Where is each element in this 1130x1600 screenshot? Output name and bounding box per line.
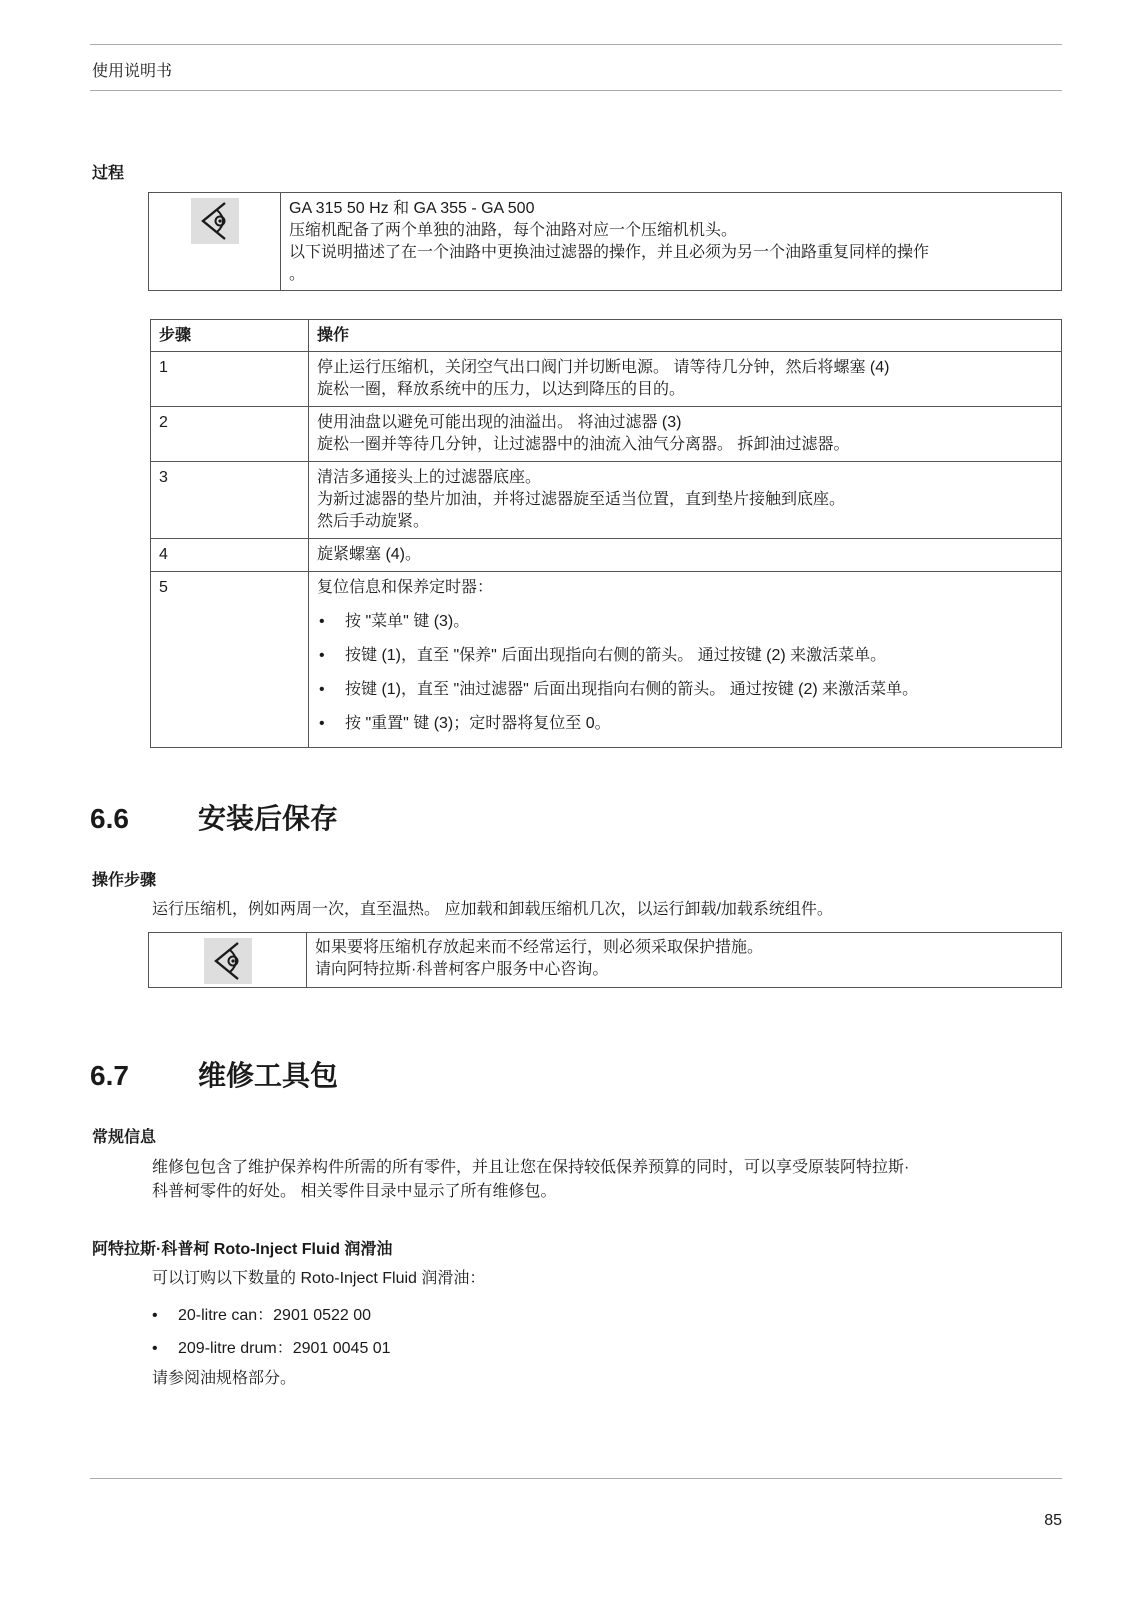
list-item: • 20-litre can：2901 0522 00 [152,1307,372,1324]
list-item-text: 20-litre can：2901 0522 00 [178,1307,372,1324]
header-step: 步骤 [151,320,309,352]
step-number: 4 [151,539,309,572]
section-title: 维修工具包 [198,1060,339,1091]
operation-steps-label: 操作步骤 [92,872,157,889]
section-title: 安装后保存 [198,803,339,834]
list-item: • 209-litre drum：2901 0045 01 [152,1340,391,1357]
lubricant-intro: 可以订购以下数量的 Roto-Inject Fluid 润滑油： [152,1270,486,1287]
lubricant-label: 阿特拉斯·科普柯 Roto-Inject Fluid 润滑油 [92,1241,393,1258]
note2-line-1: 如果要将压缩机存放起来而不经常运行，则必须采取保护措施。 [315,939,764,956]
step-number: 3 [151,462,309,539]
step-line: 旋松一圈，释放系统中的压力，以达到降压的目的。 [317,381,686,398]
section-6-6-heading [90,797,338,837]
table-row [151,572,1062,748]
section67-text-line: 维修包包含了维护保养构件所需的所有零件，并且让您在保持较低保养预算的同时，可以享受原装阿特拉斯· [152,1159,910,1176]
step-action [309,572,1062,748]
step-line: 旋紧螺塞 (4)。 [317,546,422,563]
section-6-7-heading [90,1054,338,1094]
step-number: 5 [151,572,309,748]
note-icon-cell [149,933,307,987]
table-row [151,352,1062,407]
header-title: 使用说明书 [92,63,173,80]
header-action: 操作 [309,320,1062,352]
step-line: 使用油盘以避免可能出现的油溢出。 将油过滤器 (3) [317,414,682,431]
note1-line-3: 以下说明描述了在一个油路中更换油过滤器的操作，并且必须为另一个油路重复同样的操作 [289,244,930,261]
step-number: 2 [151,407,309,462]
note-icon-cell [149,193,281,290]
section67-text [152,1156,909,1204]
step-line: 清洁多通接头上的过滤器底座。 [317,469,542,486]
bullet-item: • 按 "重置" 键 (3)；定时器将复位至 0。 [317,713,1053,735]
footer-rule [90,1478,1062,1479]
table-header-row [151,320,1062,352]
page-number: 85 [1044,1512,1062,1529]
step-action [309,407,1062,462]
step-action [309,539,1062,572]
section67-text-line: 科普柯零件的好处。 相关零件目录中显示了所有维修包。 [152,1183,557,1200]
step-line: 旋松一圈并等待几分钟，让过滤器中的油流入油气分离器。 拆卸油过滤器。 [317,436,850,453]
step-number: 1 [151,352,309,407]
header-bottom-rule [90,90,1062,91]
header-top-rule [90,44,1062,45]
steps-table [150,319,1062,748]
section66-text: 运行压缩机，例如两周一次，直至温热。 应加载和卸载压缩机几次，以运行卸载/加载系统组件。 [152,901,833,918]
bullet-item: • 按键 (1)，直至 "保养" 后面出现指向右侧的箭头。 通过按键 (2) 来激活菜单。 [317,645,1053,667]
note-box-1 [148,192,1062,291]
table-row [151,407,1062,462]
step-action [309,462,1062,539]
step-line: 然后手动旋紧。 [317,513,430,530]
section-number: 6.6 [90,803,129,834]
note1-line-4: 。 [289,266,306,283]
step-line: 停止运行压缩机，关闭空气出口阀门并切断电源。 请等待几分钟，然后将螺塞 (4) [317,359,890,376]
note-box-2 [148,932,1062,988]
bullet-item: • 按 "菜单" 键 (3)。 [317,611,1053,633]
eye-icon [191,198,239,244]
list-item-text: 209-litre drum：2901 0045 01 [178,1340,391,1357]
procedure-label: 过程 [92,165,125,182]
step-line: 为新过滤器的垫片加油，并将过滤器旋至适当位置，直到垫片接触到底座。 [317,491,846,508]
eye-icon [204,938,252,984]
note2-line-2: 请向阿特拉斯·科普柯客户服务中心咨询。 [315,961,609,978]
table-row [151,462,1062,539]
table-row [151,539,1062,572]
note1-line-1: GA 315 50 Hz 和 GA 355 - GA 500 [289,200,535,217]
step-action [309,352,1062,407]
section-number: 6.7 [90,1060,129,1091]
oil-spec-reference: 请参阅油规格部分。 [152,1370,297,1387]
bullet-item: • 按键 (1)，直至 "油过滤器" 后面出现指向右侧的箭头。 通过按键 (2) 来激活菜单。 [317,679,1053,701]
general-info-label: 常规信息 [92,1129,157,1146]
note1-line-2: 压缩机配备了两个单独的油路，每个油路对应一个压缩机机头。 [289,222,738,239]
step-line: 复位信息和保养定时器： [317,579,494,596]
